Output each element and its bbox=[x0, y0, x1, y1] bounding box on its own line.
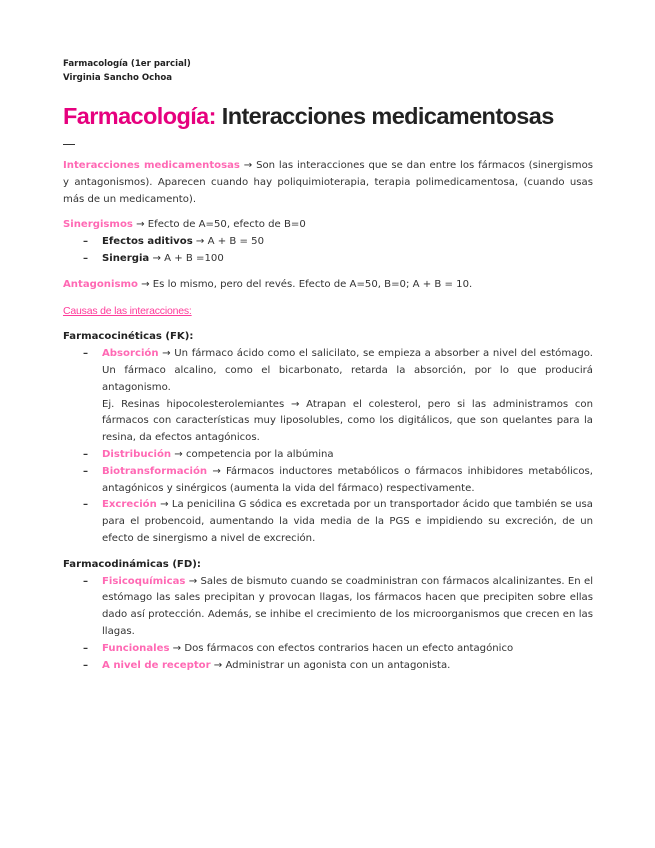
list-item bbox=[63, 658, 593, 675]
item-extra: Ej. Resinas hipocolesterolemiantes → Atrapan el colesterol, pero si las administramos con fármacos con características muy liposolubles, como los digitálicos, que son quelantes para la resina, da efectos antagónicos. bbox=[102, 398, 593, 444]
page-title bbox=[63, 103, 554, 130]
fk-heading: Farmacocinéticas (FK): bbox=[63, 331, 194, 343]
antagonismo-paragraph bbox=[63, 277, 593, 294]
item-term: Biotransformación bbox=[102, 465, 208, 477]
header-subject: Farmacología (1er parcial) bbox=[63, 59, 191, 69]
antagonismo-text: → Es lo mismo, pero del revés. Efecto de A=50, B=0; A + B = 10. bbox=[137, 278, 473, 290]
document-header bbox=[63, 57, 191, 85]
bullet-dash: – bbox=[83, 659, 89, 671]
list-item bbox=[63, 464, 593, 498]
fd-list bbox=[63, 574, 593, 675]
bullet-dash: – bbox=[83, 448, 89, 460]
item-term: Absorción bbox=[102, 348, 159, 360]
item-text: → Un fármaco ácido como el salicilato, se empieza a absorber a nivel del estómago. Un fármaco alcalino, como el bicarbonato, retarda la absorción, por lo que producirá antagonismo. bbox=[102, 348, 593, 393]
list-item bbox=[63, 234, 593, 251]
list-item bbox=[63, 574, 593, 641]
item-term: Distribución bbox=[102, 448, 172, 460]
sinergismos-paragraph bbox=[63, 217, 593, 234]
item-text: → A + B = 50 bbox=[192, 236, 265, 248]
sinergismos-text: → Efecto de A=50, efecto de B=0 bbox=[132, 219, 306, 231]
bullet-dash: – bbox=[83, 465, 89, 477]
bullet-dash: – bbox=[83, 252, 89, 264]
sinergismos-list bbox=[63, 234, 593, 268]
list-item bbox=[63, 641, 593, 658]
item-text: → A + B =100 bbox=[149, 252, 224, 264]
item-text: → Administrar un agonista con un antagonista. bbox=[210, 659, 451, 671]
list-item bbox=[63, 346, 593, 447]
intro-paragraph bbox=[63, 158, 593, 208]
item-label: Efectos aditivos bbox=[102, 236, 193, 248]
document-body bbox=[63, 158, 593, 674]
title-prefix: Farmacología: bbox=[63, 103, 216, 129]
bullet-dash: – bbox=[83, 236, 89, 248]
bullet-dash: – bbox=[83, 642, 89, 654]
list-item bbox=[63, 447, 593, 464]
item-text: → Fármacos inductores metabólicos o fármacos inhibidores metabólicos, antagónicos y sinérgicos (aumenta la vida del fármaco) respectivamente. bbox=[102, 465, 593, 494]
item-term: Fisicoquímicas bbox=[102, 575, 186, 587]
item-text: → Dos fármacos con efectos contrarios hacen un efecto antagónico bbox=[169, 642, 514, 654]
list-item bbox=[63, 497, 593, 547]
intro-term: Interacciones medicamentosas bbox=[63, 160, 240, 171]
title-rest: Interacciones medicamentosas bbox=[221, 103, 554, 129]
item-term: Funcionales bbox=[102, 642, 170, 654]
antagonismo-term: Antagonismo bbox=[63, 278, 138, 290]
item-term: Excreción bbox=[102, 499, 157, 511]
intro-text: → Son las interacciones que se dan entre los fármacos (sinergismos y antagonismos). Aparecen cuando hay poliquimioterapia, terapia polimedicamentosa, (cuando usas más de un medicamento). bbox=[63, 160, 594, 205]
causes-heading bbox=[63, 303, 593, 321]
fd-heading: Farmacodinámicas (FD): bbox=[63, 558, 201, 570]
item-text: → competencia por la albúmina bbox=[171, 448, 334, 460]
bullet-dash: – bbox=[83, 575, 89, 587]
bullet-dash: – bbox=[83, 499, 89, 511]
header-author: Virginia Sancho Ochoa bbox=[63, 73, 173, 83]
item-term: A nivel de receptor bbox=[102, 659, 211, 671]
list-item bbox=[63, 251, 593, 268]
title-divider bbox=[63, 144, 75, 145]
item-text: → La penicilina G sódica es excretada por un transportador ácido que también se usa para el probencoid, aumentando la vida media de la PGS e impidiendo su excreción, de un efecto de sinergismo a nivel de excreción. bbox=[102, 499, 593, 544]
item-text: → Sales de bismuto cuando se coadministran con fármacos alcalinizantes. En el estómago las sales precipitan y provocan llagas, los fármacos hacen que precipiten sobre ellas dado así protección. Además, se inhibe el crecimiento de los microorganismos que crecen en las llagas. bbox=[102, 575, 593, 637]
bullet-dash: – bbox=[83, 348, 89, 360]
causes-heading-text: Causas de las interacciones: bbox=[63, 304, 192, 317]
fk-list bbox=[63, 346, 593, 548]
sinergismos-term: Sinergismos bbox=[63, 219, 133, 231]
item-label: Sinergia bbox=[102, 252, 150, 264]
